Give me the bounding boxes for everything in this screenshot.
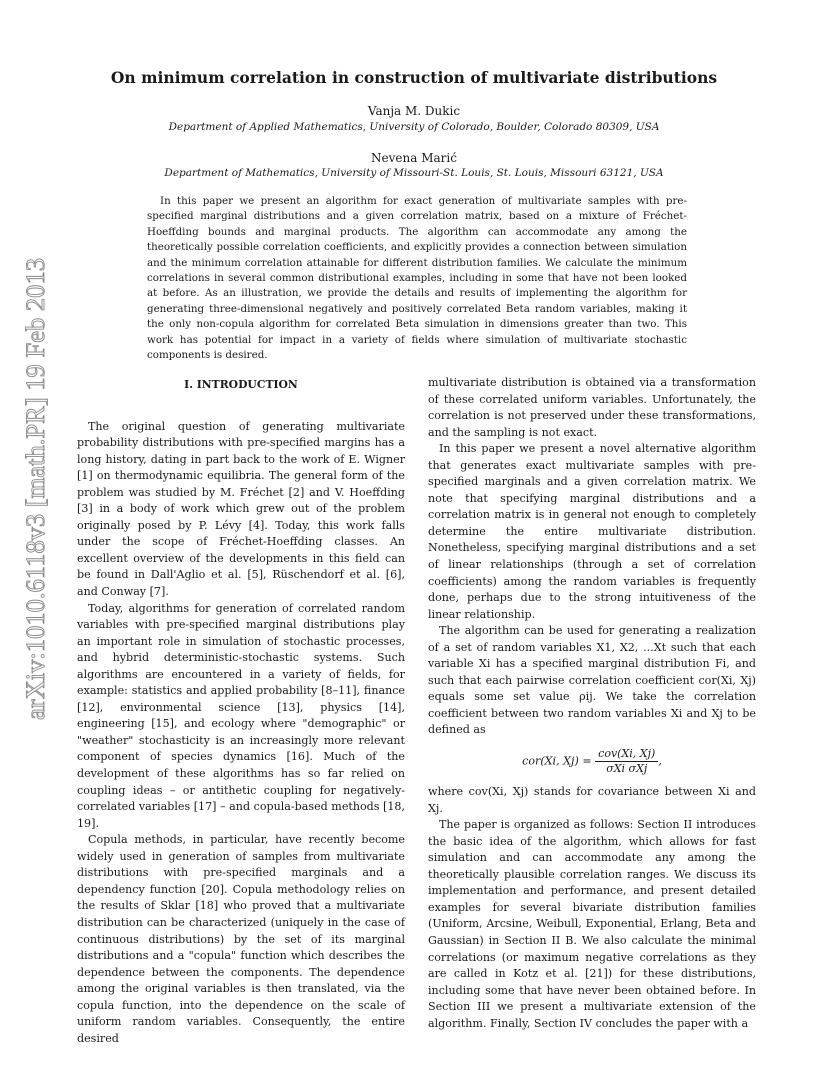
abstract: In this paper we present an algorithm for exact generation of multivariate samples with pre-specified marginal distributions and a given correlation matrix, based on a mixture of Fréchet-Hoeffding bounds and marginal products. The algorithm can accommodate any among the theoretically possible correlation coefficients, and explicitly provides a connection between simulation and the minimum correlation attainable for different distribution families. We calculate the minimum correlations in several common distributional examples, including in some that have not been looked at before. As an illustration, we provide the details and results of implementing the algorithm for generating three-dimensional negatively and positively correlated Beta random variables, making it the only non-copula algorithm for correlated Beta simulation in dimensions greater than two. This work has potential for impact in a variety of fields where simulation of multivariate stochastic components is desired. <box>147 195 687 362</box>
author-name-1: Vanja M. Dukic <box>367 104 461 118</box>
paragraph-intro-5: In this paper we present a novel alternative algorithm that generates exact multivariate samples with pre-specified marginals and a given correlation matrix. We note that specifying marginal distributions and a correlation matrix is in general not enough to completely determine the entire multivariate distribution. Nonetheless, specifying marginal distributions and a set of linear relationships (through a set of correlation coefficients) among the random variables is frequently done, perhaps due to the strong intuitiveness of the linear relationship. <box>428 442 756 621</box>
author-affiliation-2: Department of Mathematics, University of Missouri-St. Louis, St. Louis, Missouri 63121, USA <box>164 167 664 179</box>
correlation-equation <box>428 747 756 776</box>
paragraph-intro-3: Copula methods, in particular, have recently become widely used in generation of samples from multivariate distributions with pre-specified marginals and a dependency function [20]. Copula methodology relies on the results of Sklar [18] who proved that a multivariate distribution can be characterized (uniquely in the case of continuous distributions) by the set of its marginal distributions and a "copula" function which describes the dependence between the components. The dependence among the original variables is then translated, via the copula function, into the dependence on the scale of uniform random variables. Consequently, the entire desired <box>77 833 405 1045</box>
paragraph-intro-7: where cov(Xi, Xj) stands for covariance between Xi and Xj. <box>428 785 756 815</box>
paragraph-intro-8: The paper is organized as follows: Section II introduces the basic idea of the algorithm, which allows for fast simulation and can accommodate any among the theoretically plausible correlation ranges. We discuss its implementation and performance, and present detailed examples for several bivariate distribution families (Uniform, Arcsine, Weibull, Exponential, Erlang, Beta and Gaussian) in Section II B. We also calculate the minimal correlations (or maximum negative correlations as they are called in Kotz et al. [21]) for these distributions, including some that have never been obtained before. In Section III we present a multivariate extension of the algorithm. Finally, Section IV concludes the paper with a <box>428 818 756 1030</box>
arxiv-id-text: arXiv:1010.6118v3 [math.PR] 19 Feb 2013 <box>21 267 50 720</box>
paragraph-intro-1: The original question of generating multivariate probability distributions with pre-specified margins has a long history, dating in part back to the work of E. Wigner [1] on thermodynamic equilibria. The general form of the problem was studied by M. Fréchet [2] and V. Hoeffding [3] in a body of work which grew out of the problem originally posed by P. Lévy [4]. Today, this work falls under the scope of Fréchet-Hoeffding classes. An excellent overview of the developments in this field can be found in Dall'Aglio et al. [5], Rüschendorf et al. [6], and Conway [7]. <box>77 419 405 599</box>
equation-lhs: cor(Xi, Xj) = <box>522 754 592 768</box>
equation-fraction <box>595 747 658 776</box>
paragraph-intro-2: Today, algorithms for generation of correlated random variables with pre-specified marginal distributions play an important role in simulation of stochastic processes, and hybrid deterministic-stochastic systems. Such algorithms are encountered in a variety of fields, for example: statistics and applied probability [8–11], finance [12], environmental science [13], physics [14], engineering [15], and ecology where "demographic" or "weather" stochasticity is an increasingly more relevant component of species dynamics [16]. Much of the development of these algorithms has so far relied on coupling ideas – or antithetic coupling for negatively-correlated variables [17] – and copula-based methods [18, 19]. <box>77 601 405 830</box>
right-column <box>428 375 756 1032</box>
author-name-2: Nevena Marić <box>371 151 457 165</box>
left-column <box>77 375 405 1047</box>
arxiv-identifier-stamp <box>14 250 54 720</box>
equation-trail: , <box>658 754 662 768</box>
equation-numerator: cov(Xi, Xj) <box>595 747 658 762</box>
author-affiliation-1: Department of Applied Mathematics, University of Colorado, Boulder, Colorado 80309, USA <box>168 121 660 133</box>
equation-denominator: σXi σXj <box>606 762 648 776</box>
paper-title: On minimum correlation in construction of multivariate distributions <box>110 68 718 87</box>
paragraph-intro-6: The algorithm can be used for generating a realization of a set of random variables X1, X2, ...Xt such that each variable Xi has a specified marginal distribution Fi, and such that each pairwise correlation coefficient cor(Xi, Xj) equals some set value ρij. We take the correlation coefficient between two random variables Xi and Xj to be defined as <box>428 624 756 737</box>
paragraph-intro-4: multivariate distribution is obtained via a transformation of these correlated uniform variables. Unfortunately, the correlation is not preserved under these transformations, and the sampling is not exact. <box>428 376 756 439</box>
section-heading: I. INTRODUCTION <box>184 378 298 391</box>
